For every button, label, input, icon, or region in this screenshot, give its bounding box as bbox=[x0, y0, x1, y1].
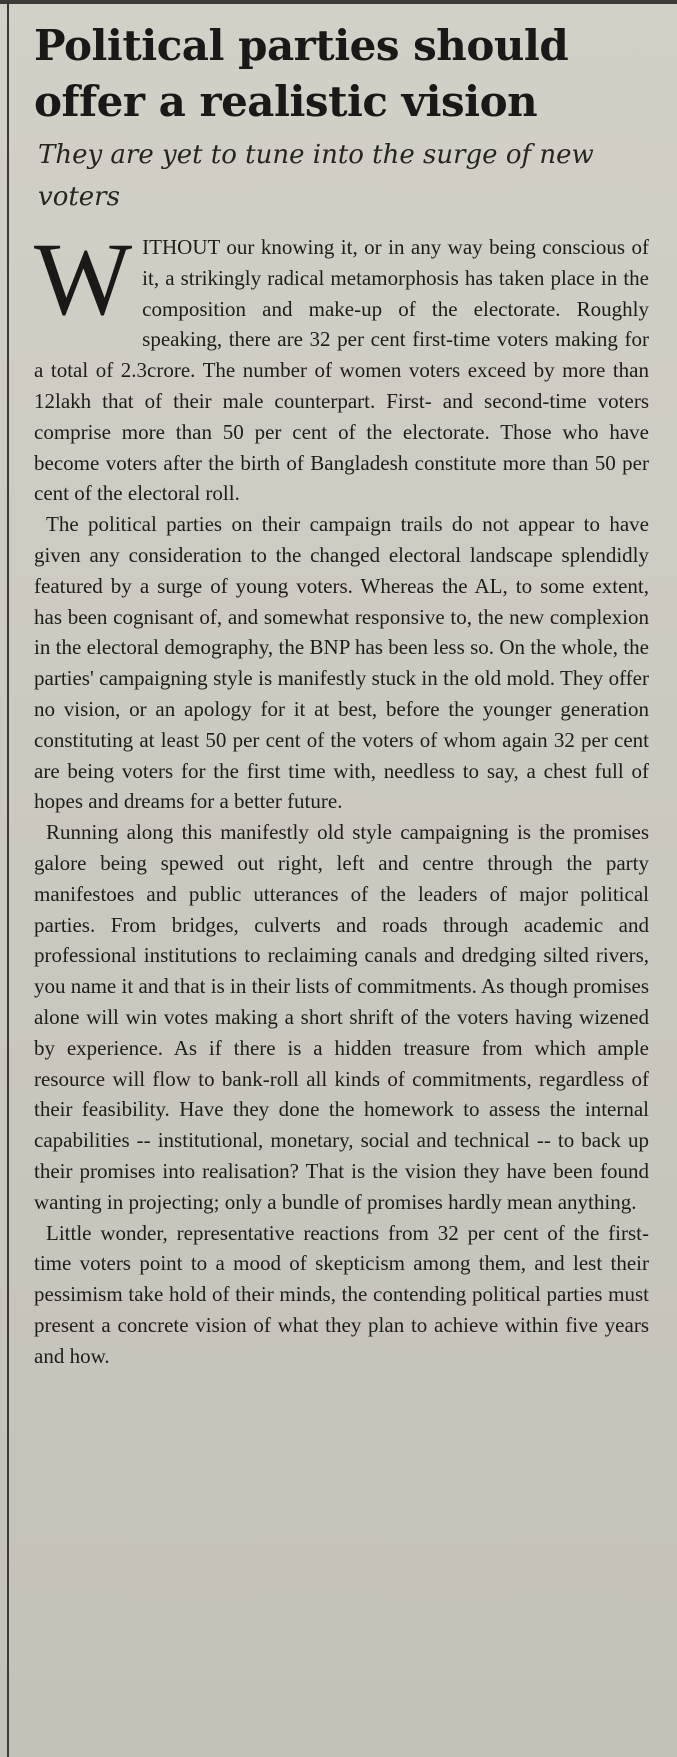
article-body bbox=[34, 222, 649, 1371]
subheadline: They are yet to tune into the surge of new voters bbox=[38, 140, 594, 212]
column-border-rule bbox=[7, 0, 9, 1757]
drop-cap: W bbox=[34, 222, 133, 337]
paragraph-3: Running along this manifestly old style campaigning is the promises galore being spewed out right, left and centre through the party manifestoes and public utterances of the leaders of major political parties. From bridges, culverts and roads through academic and professional institutions to reclaiming canals and dredging silted rivers, you name it and that is in their lists of commitments. As though promises alone will win votes making a short shrift of the voters having wizened by experience. As if there is a hidden treasure from which ample resource will flow to bank-roll all kinds of commitments, regardless of their feasibility. Have they done the homework to assess the internal capabilities -- institutional, monetary, social and technical -- to back up their promises into realisation? That is the vision they have been found wanting in projecting; only a bundle of promises hardly mean anything. bbox=[34, 820, 649, 1214]
headline: Political parties should offer a realistic vision bbox=[34, 21, 569, 126]
paragraph-1-text: ITHOUT our knowing it, or in any way being conscious of it, a strikingly radical metamorphosis has taken place in the composition and make-up of the electorate. Roughly speaking, there are 32 per cent first-time voters making for a total of 2.3crore. The number of women voters exceed by more than 12lakh that of their male counterpart. First- and second-time voters comprise more than 50 per cent of the electorate. Those who have become voters after the birth of Bangladesh constitute more than 50 per cent of the electoral roll. bbox=[34, 235, 649, 506]
article bbox=[34, 18, 649, 1371]
paragraph-2: The political parties on their campaign trails do not appear to have given any consideration to the changed electoral landscape splendidly featured by a surge of young voters. Whereas the AL, to some extent, has been cognisant of, and somewhat responsive to, the new complexion in the electoral demography, the BNP has been less so. On the whole, the parties' campaigning style is manifestly stuck in the old mold. They offer no vision, or an apology for it at best, before the younger generation constituting at least 50 per cent of the voters of whom again 32 per cent are being voters for the first time with, needless to say, a chest full of hopes and dreams for a better future. bbox=[34, 512, 649, 814]
paragraph-4: Little wonder, representative reactions from 32 per cent of the first-time voters point to a mood of skepticism among them, and lest their pessimism take hold of their minds, the contending political parties must present a concrete vision of what they plan to achieve within five years and how. bbox=[34, 1220, 649, 1368]
paragraph-1 bbox=[34, 222, 649, 509]
top-border-rule bbox=[0, 0, 677, 4]
